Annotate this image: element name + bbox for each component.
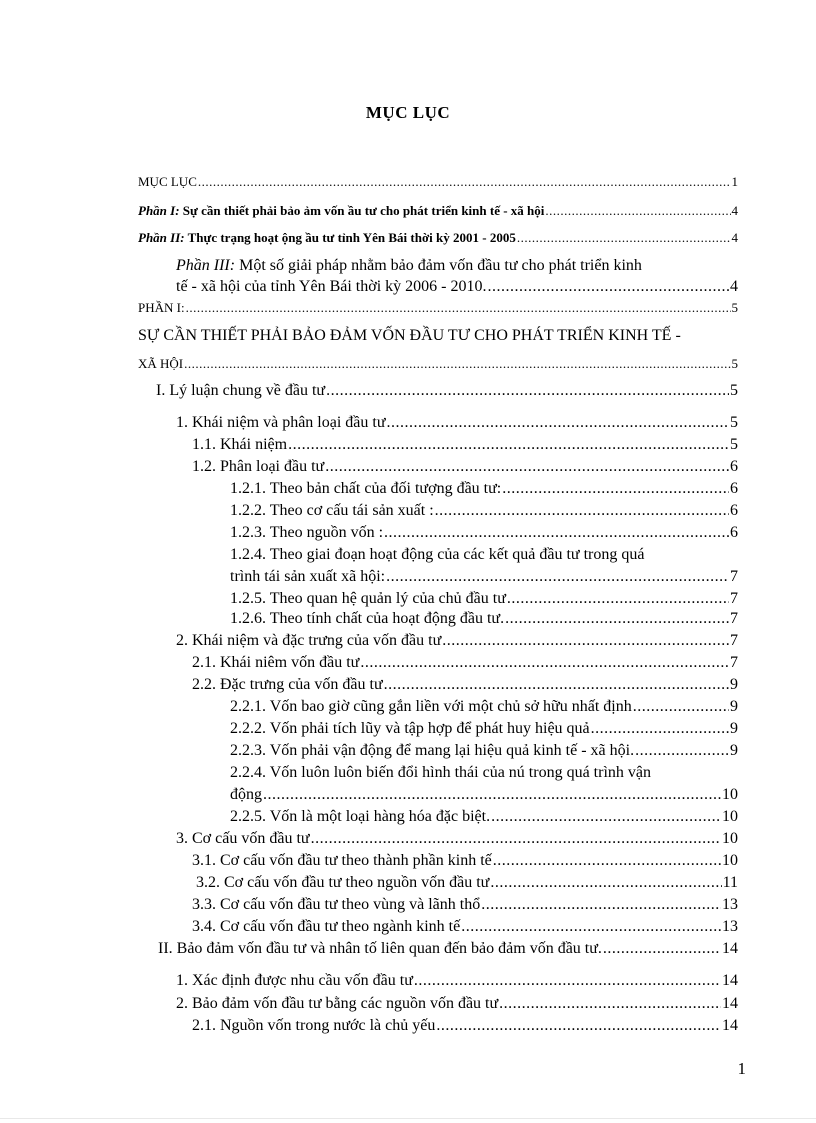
toc-label: trình tái sản xuất xã hội:	[230, 568, 386, 585]
toc-label: tế - xã hội của tỉnh Yên Bái thời kỳ 2006 - 2010.	[176, 278, 487, 295]
toc-page: 10	[722, 786, 738, 803]
toc-entry-1-2-4[interactable]	[230, 567, 738, 587]
toc-entry-2-2-4[interactable]	[230, 785, 738, 805]
toc-entry-3-3[interactable]	[192, 895, 738, 915]
page-title: MỤC LỤC	[365, 103, 451, 122]
toc-entry-1-2-6[interactable]	[230, 609, 738, 629]
toc-label: 1.2.6. Theo tính chất của hoạt động đầu tư.	[230, 610, 505, 627]
toc-label: 1.2. Phân loại đầu tư	[192, 458, 325, 475]
toc-entry-phan3-line1[interactable]	[176, 256, 642, 276]
toc-page: 5	[730, 414, 738, 431]
toc-entry-2-2-2[interactable]	[230, 719, 738, 739]
toc-page: 4	[730, 278, 738, 295]
toc-label: 1.2.3. Theo nguồn vốn :	[230, 524, 384, 541]
toc-prefix: Phần III:	[176, 257, 236, 274]
toc-page: 9	[730, 742, 738, 759]
toc-entry-2-2-5[interactable]	[230, 807, 738, 827]
toc-prefix: Phần I:	[138, 203, 180, 218]
toc-entry-II-2-1[interactable]	[192, 1016, 738, 1036]
toc-entry-phan1[interactable]	[138, 298, 738, 318]
toc-entry-su-can-thiet[interactable]	[138, 354, 738, 374]
toc-label: 2.2.4. Vốn luôn luôn biến đổi hình thái của nú trong quá trình vận	[230, 764, 651, 781]
toc-page: 13	[722, 918, 738, 935]
toc-page: 6	[730, 480, 738, 497]
toc-label: 3.1. Cơ cấu vốn đầu tư theo thành phần kinh tế	[192, 852, 492, 869]
toc-label: 2. Bảo đảm vốn đầu tư bằng các nguồn vốn đầu tư	[176, 995, 499, 1012]
toc-entry-phan1-short[interactable]	[138, 201, 738, 221]
toc-label: 1.2.2. Theo cơ cấu tái sản xuất :	[230, 502, 434, 519]
toc-entry-1-2-1[interactable]	[230, 479, 738, 499]
toc-page: 1	[731, 174, 738, 189]
toc-page: 9	[730, 676, 738, 693]
toc-label: 3.3. Cơ cấu vốn đầu tư theo vùng và lãnh thổ	[192, 896, 481, 913]
toc-page: 4	[731, 203, 738, 218]
toc-page: 5	[731, 356, 738, 371]
toc-entry-1-2-4-line1[interactable]	[230, 545, 644, 565]
toc-entry-2-2-1[interactable]	[230, 697, 738, 717]
toc-page: 11	[722, 874, 738, 891]
toc-entry-II-2[interactable]	[176, 994, 738, 1014]
toc-entry-phan2-short[interactable]	[138, 228, 738, 248]
toc-page: 14	[722, 1017, 738, 1034]
toc-entry-II-1[interactable]	[176, 971, 738, 991]
toc-label: II. Bảo đảm vốn đầu tư và nhân tố liên quan đến bảo đảm vốn đầu tư.	[158, 940, 602, 957]
toc-label: 2.1. Nguồn vốn trong nước là chủ yếu	[192, 1017, 436, 1034]
toc-page: 7	[730, 568, 738, 585]
toc-entry-su-can-thiet-line1[interactable]	[138, 326, 681, 346]
toc-label: Sự cần thiết phải bảo ảm vốn ầu tư cho phát triển kinh tế - xã hội	[179, 203, 545, 218]
toc-page: 14	[722, 940, 738, 957]
toc-entry-3-4[interactable]	[192, 917, 738, 937]
toc-page: 10	[722, 808, 738, 825]
toc-page: 6	[730, 502, 738, 519]
toc-entry-1-2-2[interactable]	[230, 501, 738, 521]
toc-label: 2.2.2. Vốn phải tích lũy và tập hợp để phát huy hiệu quả	[230, 720, 590, 737]
toc-label: 1.1. Khái niệm	[192, 436, 288, 453]
toc-entry-1-2[interactable]	[192, 457, 738, 477]
toc-label: 2.2.1. Vốn bao giờ cũng gắn liền với một chủ sở hữu nhất định	[230, 698, 632, 715]
toc-page: 14	[722, 972, 738, 989]
toc-entry-1[interactable]	[176, 413, 738, 433]
toc-entry-phan3[interactable]	[176, 277, 738, 297]
page-bottom-rule	[0, 1118, 816, 1119]
toc-entry-3[interactable]	[176, 829, 738, 849]
toc-page: 6	[730, 458, 738, 475]
toc-page: 5	[730, 436, 738, 453]
toc-label: PHẦN I:	[138, 300, 185, 315]
toc-entry-2[interactable]	[176, 631, 738, 651]
toc-label: động	[230, 786, 262, 803]
toc-entry-2-2-4-line1[interactable]	[230, 763, 651, 783]
toc-entry-1-2-3[interactable]	[230, 523, 738, 543]
toc-label: XÃ HỘI	[138, 356, 184, 371]
toc-entry-II[interactable]	[158, 939, 738, 959]
toc-page: 14	[722, 995, 738, 1012]
toc-label: 1.2.1. Theo bản chất của đối tượng đầu tư:	[230, 480, 502, 497]
toc-prefix: Phần II:	[138, 230, 185, 245]
toc-label: MỤC LỤC	[138, 174, 197, 189]
toc-page: 5	[731, 300, 738, 315]
toc-label: 3.2. Cơ cấu vốn đầu tư theo nguồn vốn đầu tư	[196, 874, 490, 891]
toc-label: 2.1. Khái niêm vốn đầu tư	[192, 654, 360, 671]
page-number: 1	[737, 1059, 746, 1078]
toc-entry-3-1[interactable]	[192, 851, 738, 871]
toc-label: Một số giải pháp nhằm bảo đảm vốn đầu tư cho phát triển kinh	[235, 257, 642, 274]
toc-entry-3-2[interactable]	[196, 873, 738, 893]
toc-page: 5	[730, 382, 738, 399]
toc-label: 2.2. Đặc trưng của vốn đầu tư	[192, 676, 383, 693]
toc-page: 10	[722, 830, 738, 847]
toc-label: 1. Xác định được nhu cầu vốn đầu tư	[176, 972, 413, 989]
toc-entry-1-1[interactable]	[192, 435, 738, 455]
toc-page: 9	[730, 698, 738, 715]
toc-page: 6	[730, 524, 738, 541]
toc-label: Thực trạng hoạt ộng ầu tư tỉnh Yên Bái thời kỳ 2001 - 2005	[184, 230, 516, 245]
toc-page: 13	[722, 896, 738, 913]
toc-page: 7	[730, 590, 738, 607]
toc-label: 2.2.3. Vốn phải vận động để mang lại hiệu quả kinh tế - xã hội.	[230, 742, 635, 759]
toc-entry-2-2-3[interactable]	[230, 741, 738, 761]
toc-label: 1.2.4. Theo giai đoạn hoạt động của các kết quả đầu tư trong quá	[230, 546, 645, 563]
toc-page: 10	[722, 852, 738, 869]
toc-entry-1-2-5[interactable]	[230, 589, 738, 609]
toc-page: 7	[730, 610, 738, 627]
toc-page: 4	[731, 230, 738, 245]
toc-label: 1. Khái niệm và phân loại đầu tư	[176, 414, 386, 431]
toc-label: 3. Cơ cấu vốn đầu tư	[176, 830, 310, 847]
toc-label: 2. Khái niệm và đặc trưng của vốn đầu tư	[176, 632, 442, 649]
toc-label: 2.2.5. Vốn là một loại hàng hóa đặc biệt.	[230, 808, 491, 825]
toc-entry-2-2[interactable]	[192, 675, 738, 695]
toc-page: 7	[730, 654, 738, 671]
toc-label: 1.2.5. Theo quan hệ quản lý của chủ đầu tư	[230, 590, 506, 607]
toc-label: SỰ CẦN THIẾT PHẢI BẢO ĐẢM VỐN ĐẦU TƯ CHO PHÁT TRIỂN KINH TẾ -	[138, 327, 681, 344]
toc-entry-2-1[interactable]	[192, 653, 738, 673]
toc-page: 7	[730, 632, 738, 649]
toc-entry-I[interactable]	[156, 381, 738, 401]
toc-label: 3.4. Cơ cấu vốn đầu tư theo ngành kinh tế	[192, 918, 461, 935]
toc-page: 9	[730, 720, 738, 737]
toc-label: I. Lý luận chung về đầu tư	[156, 382, 326, 399]
toc-entry-muc-luc[interactable]	[138, 172, 738, 192]
